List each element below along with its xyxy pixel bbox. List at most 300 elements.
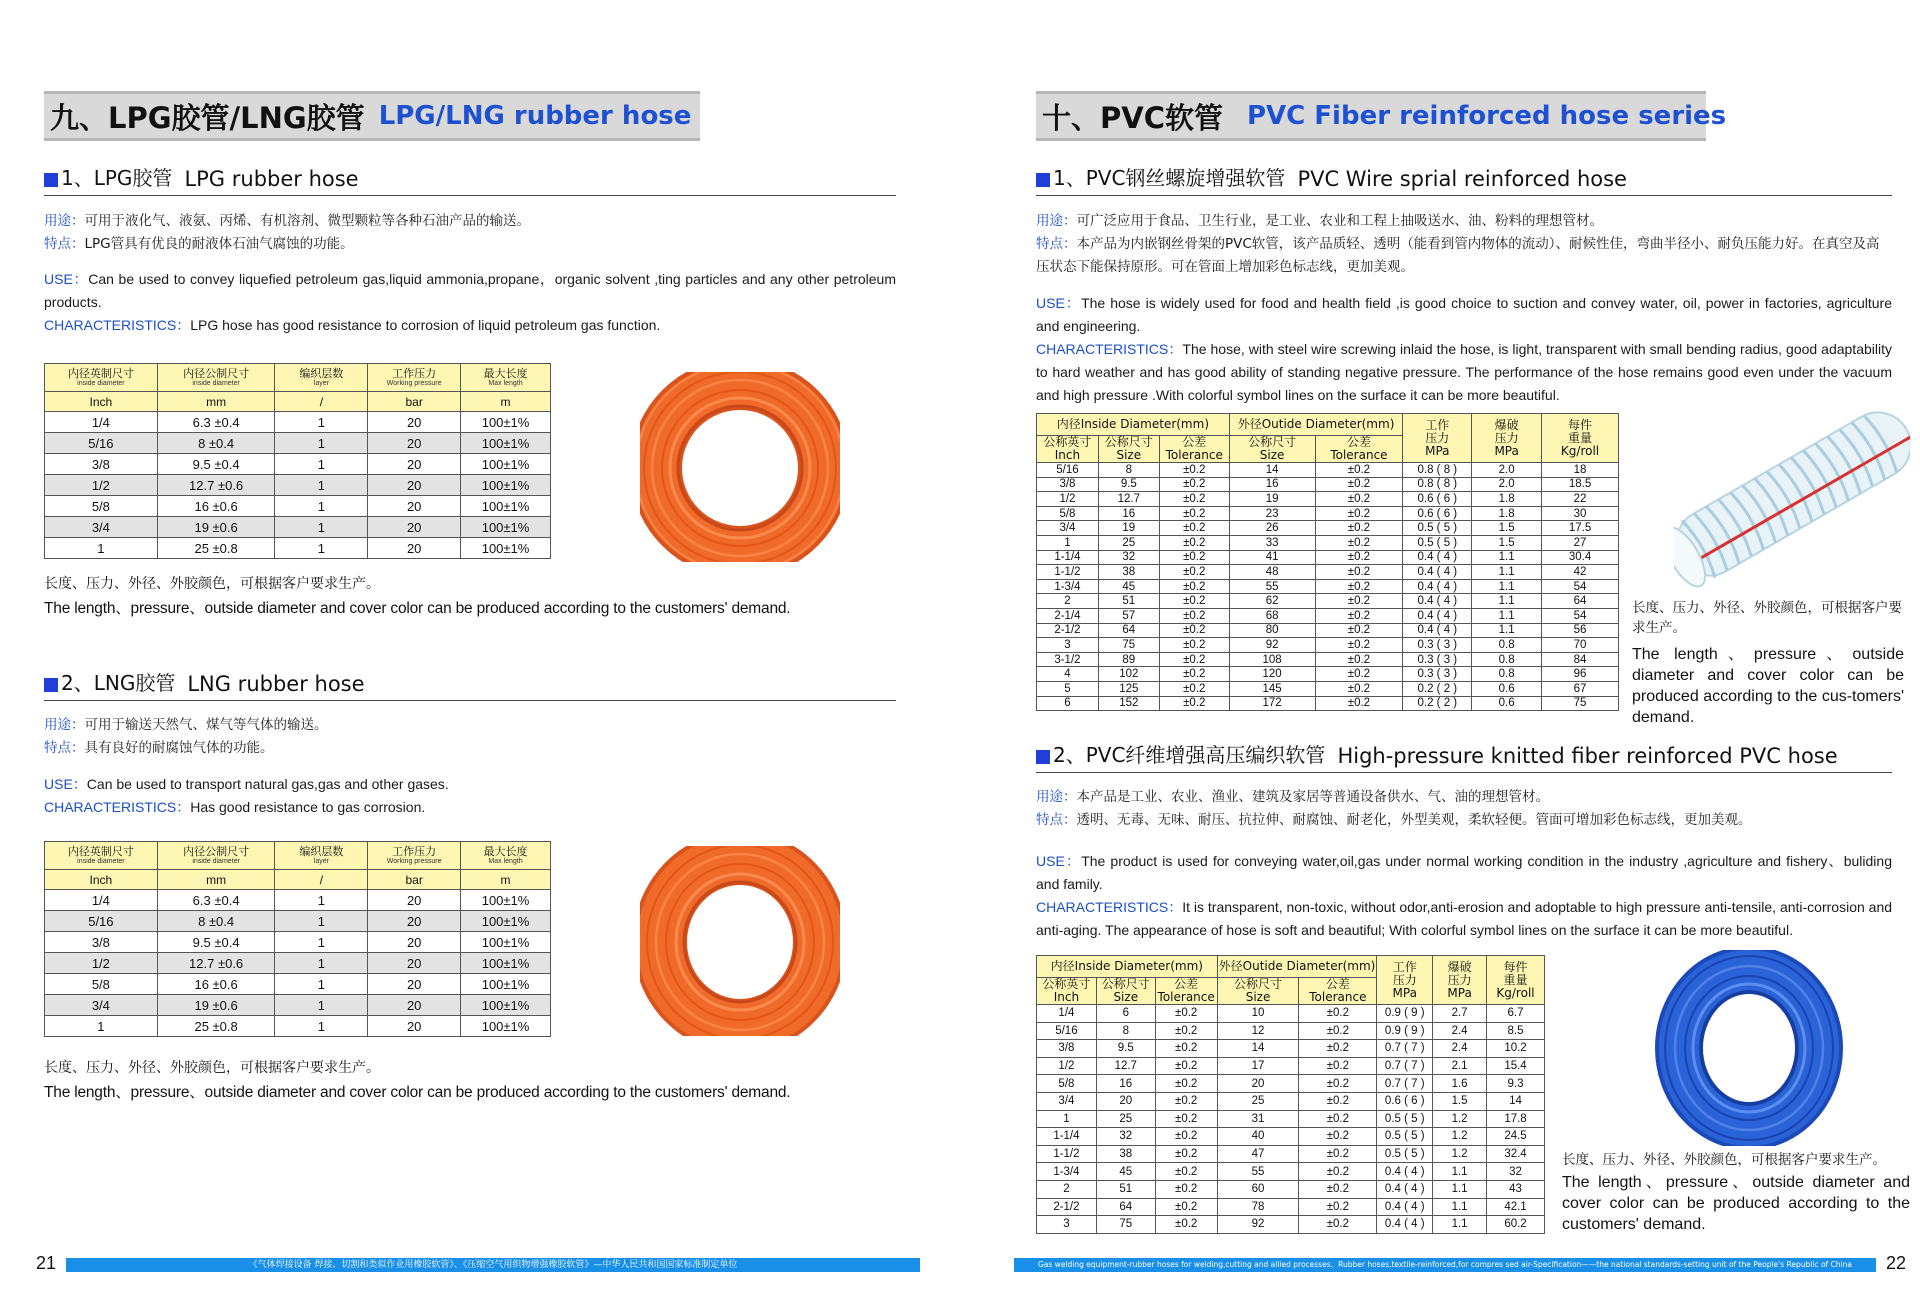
outside-diameter-header: 外径Outide Diameter(mm) — [1217, 956, 1377, 978]
table-row — [45, 496, 551, 517]
table-row — [45, 475, 551, 496]
table-cell: ±0.2 — [1159, 667, 1229, 682]
table-row — [45, 911, 551, 932]
table-cell: 1-3/4 — [1037, 579, 1099, 594]
table-cell: ±0.2 — [1159, 506, 1229, 521]
table-cell: 100±1% — [461, 1016, 551, 1037]
section-title-wire-hose — [1036, 160, 1892, 196]
chapter-title-cn: 十、PVC软管 — [1042, 100, 1223, 135]
header-cn: 工作压力 — [392, 366, 437, 380]
table-cell: 3/4 — [1037, 1092, 1097, 1110]
lpg-description-en — [44, 268, 896, 337]
table-cell: 20 — [368, 890, 461, 911]
table-cell: 32 — [1096, 1128, 1155, 1146]
table-cell: 5/8 — [1037, 1075, 1097, 1093]
fiber-hose-custom-note — [1562, 1150, 1910, 1235]
table-cell: ±0.2 — [1159, 696, 1229, 711]
fiber-hose-description-en — [1036, 850, 1892, 942]
feature-text: 具有良好的耐腐蚀气体的功能。 — [84, 740, 274, 756]
table-cell: 0.4 ( 4 ) — [1403, 550, 1472, 565]
table-cell: 1 — [275, 953, 368, 974]
table-cell: ±0.2 — [1155, 1110, 1217, 1128]
feature-text: 透明、无毒、无味、耐压、抗拉伸、耐腐蚀、耐老化，外型美观，柔软轻便。管面可增加彩色标志线，更加美观。 — [1076, 812, 1752, 828]
table-cell: 33 — [1229, 535, 1315, 550]
use-label: 用途： — [44, 717, 85, 733]
table-row — [45, 974, 551, 995]
table-cell: 1 — [275, 1016, 368, 1037]
chapter-banner-pvc — [1036, 91, 1727, 141]
table-cell: 43 — [1487, 1180, 1545, 1198]
size-header: 公称尺寸 Size — [1217, 978, 1299, 1005]
table-cell: 1.1 — [1472, 550, 1542, 565]
use-text: 可用于输送天然气、煤气等气体的输送。 — [84, 717, 328, 733]
table-header-cell — [157, 842, 275, 870]
table-cell: 0.6 — [1472, 681, 1542, 696]
section-square-icon — [1036, 173, 1050, 187]
custom-note-en: The length、pressure、outside diameter and cover color can be produced according to the cus-tomers' demand. — [1632, 646, 1904, 726]
table-cell: 1/2 — [45, 953, 158, 974]
unit-cell: mm — [157, 870, 275, 890]
lng-spec-table — [44, 841, 551, 1037]
feature-label: 特点： — [1036, 236, 1077, 252]
table-cell: 20 — [368, 953, 461, 974]
table-cell: 5/8 — [1037, 506, 1099, 521]
size-header: 公称尺寸 Size — [1098, 436, 1159, 463]
table-row — [1037, 696, 1619, 711]
table-cell: 0.7 ( 7 ) — [1377, 1040, 1433, 1058]
fiber-hose-image — [1654, 950, 1844, 1146]
table-row — [1037, 1022, 1545, 1040]
table-row — [1037, 1145, 1545, 1163]
table-cell: 100±1% — [461, 454, 551, 475]
table-cell: 80 — [1229, 623, 1315, 638]
unit-cell: bar — [368, 392, 461, 412]
table-cell: 41 — [1229, 550, 1315, 565]
table-cell: 9.3 — [1487, 1075, 1545, 1093]
table-cell: ±0.2 — [1159, 463, 1229, 478]
table-cell: 2-1/2 — [1037, 623, 1099, 638]
section-title-cn: 1、LPG胶管 — [61, 166, 173, 190]
table-cell: 1-3/4 — [1037, 1163, 1097, 1181]
table-cell: 100±1% — [461, 496, 551, 517]
footer-bar: 《气体焊接设备 焊接、切割和类似作业用橡胶软管》、《压缩空气用织物增强橡胶软管》—中华人民共和国国家标准制定单位 — [66, 1258, 920, 1272]
table-header-cell — [45, 842, 158, 870]
table-cell: ±0.2 — [1315, 638, 1403, 653]
right-page — [990, 0, 1920, 1302]
table-cell: 1.1 — [1433, 1163, 1487, 1181]
unit-cell: Inch — [45, 392, 158, 412]
feature-label: 特点： — [44, 740, 85, 756]
table-cell: 32.4 — [1487, 1145, 1545, 1163]
table-header-row — [45, 364, 551, 392]
characteristics-text-en: The hose, with steel wire screwing inlaid the hose, is light, transparent with small bending radius, good adaptability to hard weather and has good ability of standing negative pressure. The performance of the hose remains good even under the vacuum and high pressure .With colorful symbol lines on the surface it can be more beautiful. — [1036, 341, 1892, 403]
table-cell: 45 — [1098, 579, 1159, 594]
table-cell: 1-1/2 — [1037, 1145, 1097, 1163]
table-cell: ±0.2 — [1315, 521, 1403, 536]
table-cell: 51 — [1096, 1180, 1155, 1198]
table-header-row — [1037, 956, 1545, 978]
table-cell: 1.1 — [1472, 579, 1542, 594]
table-row — [1037, 492, 1619, 507]
table-cell: 2-1/4 — [1037, 608, 1099, 623]
header-cn: 最大长度 — [483, 366, 528, 380]
custom-note-cn: 长度、压力、外径、外胶颜色，可根据客户要求生产。 — [1562, 1152, 1886, 1168]
table-cell: 42 — [1542, 565, 1619, 580]
table-cell: 51 — [1098, 594, 1159, 609]
feature-text: LPG管具有优良的耐液体石油气腐蚀的功能。 — [84, 236, 354, 252]
size-header: 公称尺寸 Size — [1096, 978, 1155, 1005]
wire-hose-custom-note — [1632, 598, 1904, 728]
table-header-row — [45, 842, 551, 870]
section-title-en: PVC Wire sprial reinforced hose — [1297, 167, 1627, 191]
table-cell: 0.8 — [1472, 652, 1542, 667]
chapter-title-en: PVC Fiber reinforced hose series — [1246, 101, 1727, 131]
lng-description-cn — [44, 714, 896, 760]
header-en: Max length — [488, 857, 523, 865]
section-title-en: LNG rubber hose — [187, 672, 365, 696]
table-cell: 5 — [1037, 681, 1099, 696]
table-row — [1037, 1198, 1545, 1216]
table-cell: 100±1% — [461, 538, 551, 559]
table-cell: 100±1% — [461, 433, 551, 454]
characteristics-label-en: CHARACTERISTICS： — [1036, 341, 1183, 357]
table-cell: 9.5 ±0.4 — [157, 932, 275, 953]
table-cell: 100±1% — [461, 953, 551, 974]
table-cell: ±0.2 — [1155, 1040, 1217, 1058]
table-cell: 12.7 — [1096, 1057, 1155, 1075]
table-cell: 108 — [1229, 652, 1315, 667]
table-cell: 30 — [1542, 506, 1619, 521]
table-cell: ±0.2 — [1159, 594, 1229, 609]
table-cell: 14 — [1487, 1092, 1545, 1110]
table-cell: 18 — [1542, 463, 1619, 478]
table-cell: ±0.2 — [1299, 1216, 1377, 1234]
table-cell: 0.9 ( 9 ) — [1377, 1022, 1433, 1040]
table-header-cell — [275, 842, 368, 870]
table-cell: 1 — [275, 538, 368, 559]
table-cell: 40 — [1217, 1128, 1299, 1146]
table-header-cell — [461, 364, 551, 392]
table-cell: ±0.2 — [1155, 1005, 1217, 1023]
table-units-row — [45, 392, 551, 412]
table-cell: 0.9 ( 9 ) — [1377, 1005, 1433, 1023]
table-row — [45, 932, 551, 953]
table-cell: 1/4 — [45, 412, 158, 433]
table-cell: 48 — [1229, 565, 1315, 580]
table-row — [1037, 550, 1619, 565]
table-cell: 0.5 ( 5 ) — [1377, 1145, 1433, 1163]
table-cell: ±0.2 — [1159, 623, 1229, 638]
header-en: inside diameter — [77, 857, 125, 865]
table-cell: 42.1 — [1487, 1198, 1545, 1216]
table-cell: ±0.2 — [1159, 608, 1229, 623]
table-cell: 0.4 ( 4 ) — [1403, 579, 1472, 594]
table-header-cell — [157, 364, 275, 392]
table-cell: 2-1/2 — [1037, 1198, 1097, 1216]
table-cell: 14 — [1217, 1040, 1299, 1058]
table-cell: 20 — [368, 911, 461, 932]
chapter-banner-lpg — [44, 91, 700, 141]
table-cell: ±0.2 — [1155, 1163, 1217, 1181]
table-cell: 100±1% — [461, 932, 551, 953]
table-cell: 30.4 — [1542, 550, 1619, 565]
table-cell: 0.2 ( 2 ) — [1403, 696, 1472, 711]
section-title-fiber-hose — [1036, 737, 1892, 773]
table-cell: 14 — [1229, 463, 1315, 478]
wire-hose-description-cn — [1036, 210, 1892, 279]
table-cell: ±0.2 — [1155, 1022, 1217, 1040]
table-cell: 0.6 — [1472, 696, 1542, 711]
table-cell: 8 ±0.4 — [157, 911, 275, 932]
table-cell: 172 — [1229, 696, 1315, 711]
wire-hose-image — [1674, 400, 1910, 590]
table-cell: 10.2 — [1487, 1040, 1545, 1058]
table-cell: ±0.2 — [1159, 550, 1229, 565]
table-cell: 20 — [368, 454, 461, 475]
use-label: 用途： — [44, 213, 85, 229]
table-cell: 0.4 ( 4 ) — [1403, 565, 1472, 580]
use-text-en: Can be used to convey liquefied petroleum gas,liquid ammonia,propane，organic solvent ,ting particles and any other petroleum products. — [44, 271, 896, 310]
table-cell: 20 — [1217, 1075, 1299, 1093]
table-cell: ±0.2 — [1299, 1005, 1377, 1023]
table-row — [1037, 1128, 1545, 1146]
table-cell: ±0.2 — [1315, 667, 1403, 682]
table-cell: 5/16 — [1037, 1022, 1097, 1040]
header-cn: 内径公制尺寸 — [183, 844, 250, 858]
table-row — [1037, 1005, 1545, 1023]
table-cell: 1 — [275, 911, 368, 932]
header-cn: 工作压力 — [392, 844, 437, 858]
table-row — [1037, 1040, 1545, 1058]
table-cell: 96 — [1542, 667, 1619, 682]
table-cell: 16 ±0.6 — [157, 974, 275, 995]
table-cell: ±0.2 — [1299, 1110, 1377, 1128]
table-cell: 0.4 ( 4 ) — [1377, 1163, 1433, 1181]
unit-cell: m — [461, 392, 551, 412]
table-cell: 38 — [1096, 1145, 1155, 1163]
characteristics-text-en: Has good resistance to gas corrosion. — [190, 799, 426, 815]
table-cell: 20 — [368, 496, 461, 517]
table-row — [1037, 594, 1619, 609]
table-cell: 1/4 — [1037, 1005, 1097, 1023]
table-row — [1037, 681, 1619, 696]
use-label-en: USE： — [44, 271, 89, 287]
table-cell: ±0.2 — [1155, 1216, 1217, 1234]
use-text-en: The hose is widely used for food and health field ,is good choice to suction and convey water, oil, power in factories, agriculture and engineering. — [1036, 295, 1892, 334]
table-row — [1037, 652, 1619, 667]
blue-braided-hose-coil-icon — [1654, 950, 1844, 1146]
table-cell: 1 — [275, 890, 368, 911]
table-cell: 0.5 ( 5 ) — [1403, 521, 1472, 536]
table-row — [1037, 521, 1619, 536]
header-en: Working pressure — [386, 379, 442, 387]
section-title-cn: 2、LNG胶管 — [61, 671, 176, 695]
tol-header: 公差 Tolerance — [1299, 978, 1377, 1005]
unit-cell: bar — [368, 870, 461, 890]
table-cell: 3/8 — [1037, 1040, 1097, 1058]
lpg-hose-image — [640, 372, 840, 562]
table-cell: 100±1% — [461, 412, 551, 433]
fiber-hose-description-cn — [1036, 786, 1892, 832]
table-cell: ±0.2 — [1155, 1128, 1217, 1146]
table-cell: 152 — [1098, 696, 1159, 711]
table-cell: 0.5 ( 5 ) — [1377, 1110, 1433, 1128]
table-cell: 4 — [1037, 667, 1099, 682]
orange-hose-coil-icon — [640, 372, 840, 562]
inside-diameter-header: 内径Inside Diameter(mm) — [1037, 956, 1218, 978]
table-cell: 2.7 — [1433, 1005, 1487, 1023]
table-cell: ±0.2 — [1155, 1057, 1217, 1075]
unit-cell: mm — [157, 392, 275, 412]
table-cell: 20 — [368, 412, 461, 433]
table-cell: 8 — [1098, 463, 1159, 478]
table-cell: 12.7 ±0.6 — [157, 475, 275, 496]
table-cell: 0.4 ( 4 ) — [1377, 1180, 1433, 1198]
lpg-spec-table — [44, 363, 551, 559]
table-cell: 1 — [275, 496, 368, 517]
use-label: 用途： — [1036, 213, 1077, 229]
table-cell: ±0.2 — [1315, 608, 1403, 623]
table-cell: 0.3 ( 3 ) — [1403, 667, 1472, 682]
table-cell: ±0.2 — [1299, 1075, 1377, 1093]
table-row — [1037, 565, 1619, 580]
table-cell: 1-1/2 — [1037, 565, 1099, 580]
unit-cell: / — [275, 870, 368, 890]
table-cell: 1.6 — [1433, 1075, 1487, 1093]
use-text: 可广泛应用于食品、卫生行业，是工业、农业和工程上抽吸送水、油、粉料的理想管材。 — [1076, 213, 1603, 229]
table-cell: ±0.2 — [1315, 565, 1403, 580]
table-cell: 56 — [1542, 623, 1619, 638]
table-cell: ±0.2 — [1159, 579, 1229, 594]
table-cell: 1 — [275, 433, 368, 454]
table-cell: 75 — [1096, 1216, 1155, 1234]
header-en: inside diameter — [192, 379, 240, 387]
table-cell: 17.5 — [1542, 521, 1619, 536]
table-cell: ±0.2 — [1299, 1092, 1377, 1110]
table-cell: 20 — [368, 517, 461, 538]
table-cell: 0.4 ( 4 ) — [1403, 608, 1472, 623]
section-title-en: LPG rubber hose — [184, 167, 359, 191]
table-cell: 0.8 — [1472, 667, 1542, 682]
table-cell: 78 — [1217, 1198, 1299, 1216]
section-title-en: High-pressure knitted fiber reinforced PVC hose — [1337, 744, 1838, 768]
table-row — [1037, 1057, 1545, 1075]
table-cell: 0.4 ( 4 ) — [1377, 1198, 1433, 1216]
table-row — [1037, 463, 1619, 478]
table-cell: ±0.2 — [1159, 652, 1229, 667]
table-cell: 31 — [1217, 1110, 1299, 1128]
table-cell: 5/8 — [45, 496, 158, 517]
table-cell: 1/2 — [45, 475, 158, 496]
table-cell: 12.7 ±0.6 — [157, 953, 275, 974]
table-cell: 0.4 ( 4 ) — [1403, 623, 1472, 638]
table-cell: 0.8 — [1472, 638, 1542, 653]
table-cell: 1/2 — [1037, 492, 1099, 507]
use-label-en: USE： — [44, 776, 87, 792]
table-cell: 12.7 — [1098, 492, 1159, 507]
table-cell: 75 — [1098, 638, 1159, 653]
use-text-en: Can be used to transport natural gas,gas and other gases. — [86, 776, 449, 792]
table-header-cell — [368, 842, 461, 870]
table-cell: 5/16 — [45, 433, 158, 454]
table-cell: 62 — [1229, 594, 1315, 609]
table-cell: 19 ±0.6 — [157, 995, 275, 1016]
use-text: 可用于液化气、液氨、丙烯、有机溶剂、微型颗粒等各种石油产品的输送。 — [84, 213, 530, 229]
table-cell: ±0.2 — [1299, 1198, 1377, 1216]
lng-description-en — [44, 773, 896, 819]
table-cell: 0.7 ( 7 ) — [1377, 1057, 1433, 1075]
header-en: inside diameter — [192, 857, 240, 865]
table-row — [1037, 667, 1619, 682]
table-cell: ±0.2 — [1159, 492, 1229, 507]
table-cell: 6 — [1037, 696, 1099, 711]
table-row — [1037, 1092, 1545, 1110]
work-header: 工作 压力 MPa — [1377, 956, 1433, 1005]
table-cell: 1 — [45, 538, 158, 559]
table-cell: 2.4 — [1433, 1022, 1487, 1040]
table-cell: ±0.2 — [1159, 638, 1229, 653]
unit-cell: Inch — [45, 870, 158, 890]
table-cell: 3/4 — [1037, 521, 1099, 536]
table-row — [1037, 477, 1619, 492]
table-cell: 1 — [1037, 1110, 1097, 1128]
feature-label: 特点： — [1036, 812, 1077, 828]
table-cell: 26 — [1229, 521, 1315, 536]
table-cell: 16 — [1098, 506, 1159, 521]
table-cell: ±0.2 — [1159, 681, 1229, 696]
table-cell: 2 — [1037, 1180, 1097, 1198]
table-cell: 8 — [1096, 1022, 1155, 1040]
table-cell: 64 — [1098, 623, 1159, 638]
size-header: 公称尺寸 Size — [1229, 436, 1315, 463]
section-square-icon — [44, 173, 58, 187]
table-cell: 1.8 — [1472, 492, 1542, 507]
table-cell: 1/4 — [45, 890, 158, 911]
table-header-cell — [45, 364, 158, 392]
table-cell: ±0.2 — [1159, 535, 1229, 550]
table-cell: 1 — [275, 412, 368, 433]
table-cell: 16 ±0.6 — [157, 496, 275, 517]
table-cell: ±0.2 — [1299, 1145, 1377, 1163]
table-row — [45, 517, 551, 538]
table-cell: 19 ±0.6 — [157, 517, 275, 538]
table-cell: 1 — [275, 932, 368, 953]
table-cell: 6.7 — [1487, 1005, 1545, 1023]
table-cell: ±0.2 — [1155, 1145, 1217, 1163]
table-cell: 0.8 ( 8 ) — [1403, 463, 1472, 478]
table-cell: 55 — [1229, 579, 1315, 594]
table-cell: 1-1/4 — [1037, 550, 1099, 565]
tol-header: 公差 Tolerance — [1159, 436, 1229, 463]
table-cell: 2.0 — [1472, 463, 1542, 478]
table-cell: 100±1% — [461, 475, 551, 496]
table-cell: 70 — [1542, 638, 1619, 653]
table-cell: 120 — [1229, 667, 1315, 682]
header-cn: 最大长度 — [483, 844, 528, 858]
table-cell: ±0.2 — [1299, 1040, 1377, 1058]
table-cell: ±0.2 — [1315, 652, 1403, 667]
table-row — [45, 953, 551, 974]
unit-cell: m — [461, 870, 551, 890]
table-cell: 100±1% — [461, 517, 551, 538]
table-cell: 1.1 — [1433, 1216, 1487, 1234]
table-cell: 25 — [1098, 535, 1159, 550]
table-cell: 1 — [1037, 535, 1099, 550]
table-cell: 16 — [1096, 1075, 1155, 1093]
characteristics-label-en: CHARACTERISTICS： — [44, 317, 191, 333]
characteristics-label-en: CHARACTERISTICS： — [1036, 899, 1183, 915]
table-cell: 75 — [1542, 696, 1619, 711]
